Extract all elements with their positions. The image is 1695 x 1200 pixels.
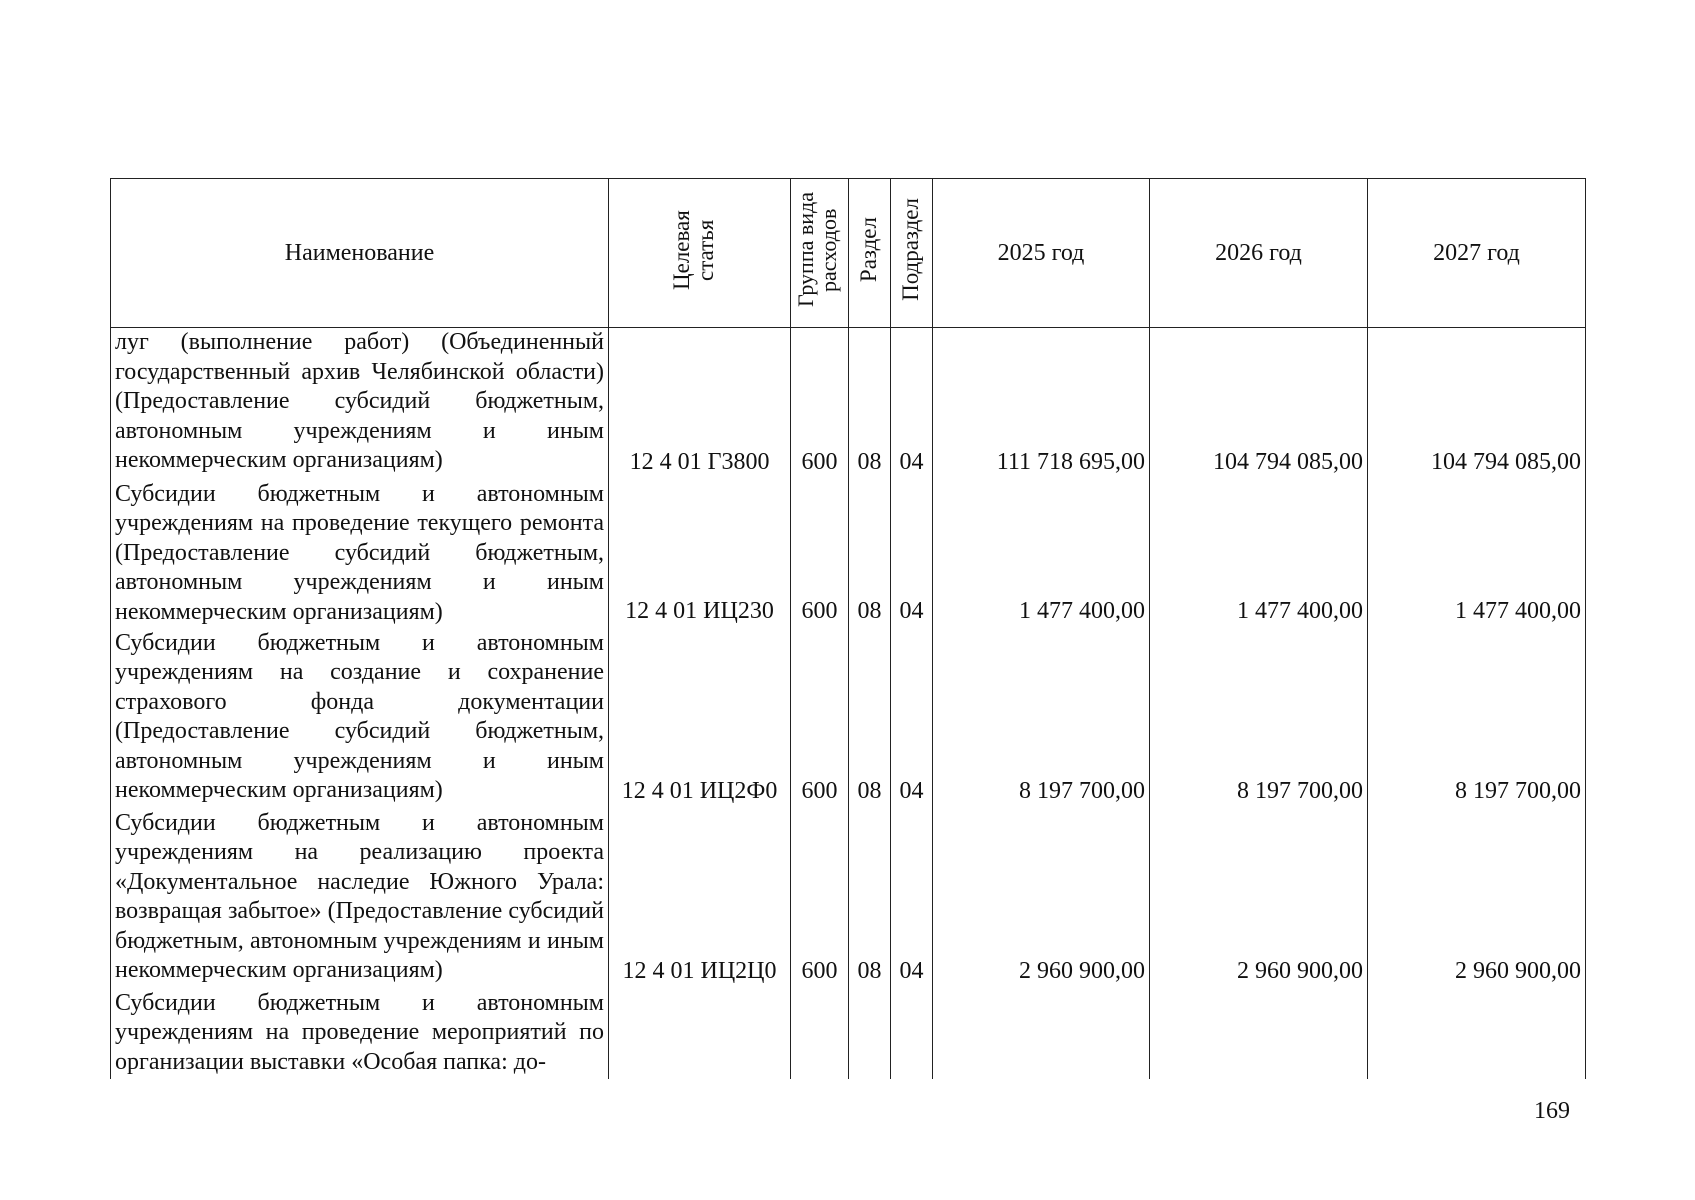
row-target-code: 12 4 01 Г3800: [609, 328, 791, 480]
table-row: [111, 328, 1586, 480]
header-section: Раздел: [849, 179, 891, 328]
row-amount-2025: [933, 989, 1150, 1079]
row-section: 08: [849, 809, 891, 989]
row-subsection: 04: [891, 480, 933, 629]
row-target-code: 12 4 01 ИЦ2Ц0: [609, 809, 791, 989]
row-name: Субсидии бюджетным и автономным учреждениям на проведение текущего ремонта (Предоставление субсидий бюджетным, автономным учреждениям и иным некоммерческим организациям): [111, 480, 609, 629]
row-amount-2026: [1150, 989, 1368, 1079]
row-amount-2025: 8 197 700,00: [933, 629, 1150, 809]
table-row: [111, 989, 1586, 1079]
header-expense-group: Группа вида расходов: [791, 179, 849, 328]
header-target-article: Целевая статья: [609, 179, 791, 328]
header-2026: 2026 год: [1150, 179, 1368, 328]
row-amount-2025: 1 477 400,00: [933, 480, 1150, 629]
budget-table: [110, 178, 1586, 1079]
table-row: [111, 809, 1586, 989]
row-name: луг (выполнение работ) (Объединенный государственный архив Челябинской области) (Предоставление субсидий бюджетным, автономным учреждениям и иным некоммерческим организациям): [111, 328, 609, 480]
row-amount-2027: 104 794 085,00: [1368, 328, 1586, 480]
row-amount-2027: [1368, 989, 1586, 1079]
row-amount-2026: 1 477 400,00: [1150, 480, 1368, 629]
row-target-code: 12 4 01 ИЦ2Ф0: [609, 629, 791, 809]
row-amount-2026: 8 197 700,00: [1150, 629, 1368, 809]
row-subsection: 04: [891, 629, 933, 809]
row-subsection: 04: [891, 809, 933, 989]
row-amount-2026: 2 960 900,00: [1150, 809, 1368, 989]
row-target-code: [609, 989, 791, 1079]
row-section: 08: [849, 328, 891, 480]
row-section: 08: [849, 629, 891, 809]
row-amount-2026: 104 794 085,00: [1150, 328, 1368, 480]
row-group: 600: [791, 809, 849, 989]
row-section: 08: [849, 480, 891, 629]
row-subsection: 04: [891, 328, 933, 480]
table-header-row: [111, 179, 1586, 328]
row-section: [849, 989, 891, 1079]
row-target-code: 12 4 01 ИЦ230: [609, 480, 791, 629]
table-row: [111, 629, 1586, 809]
row-name: Субсидии бюджетным и автономным учреждениям на создание и сохранение страхового фонда документации (Предоставление субсидий бюджетным, автономным учреждениям и иным некоммерческим организациям): [111, 629, 609, 809]
header-2025: 2025 год: [933, 179, 1150, 328]
row-group: 600: [791, 480, 849, 629]
page-number: 169: [1534, 1098, 1570, 1124]
row-amount-2027: 2 960 900,00: [1368, 809, 1586, 989]
row-amount-2027: 1 477 400,00: [1368, 480, 1586, 629]
row-amount-2025: 111 718 695,00: [933, 328, 1150, 480]
header-2027: 2027 год: [1368, 179, 1586, 328]
row-group: 600: [791, 629, 849, 809]
table-row: [111, 480, 1586, 629]
row-name: Субсидии бюджетным и автономным учреждениям на проведение мероприятий по организации выставки «Особая папка: до-: [111, 989, 609, 1079]
row-group: [791, 989, 849, 1079]
row-group: 600: [791, 328, 849, 480]
row-subsection: [891, 989, 933, 1079]
header-name: Наименование: [111, 179, 609, 328]
row-amount-2027: 8 197 700,00: [1368, 629, 1586, 809]
row-name: Субсидии бюджетным и автономным учреждениям на реализацию проекта «Документальное наследие Южного Урала: возвращая забытое» (Предоставление субсидий бюджетным, автономным учреждениям и иным некоммерческим организациям): [111, 809, 609, 989]
header-subsection: Подраздел: [891, 179, 933, 328]
row-amount-2025: 2 960 900,00: [933, 809, 1150, 989]
